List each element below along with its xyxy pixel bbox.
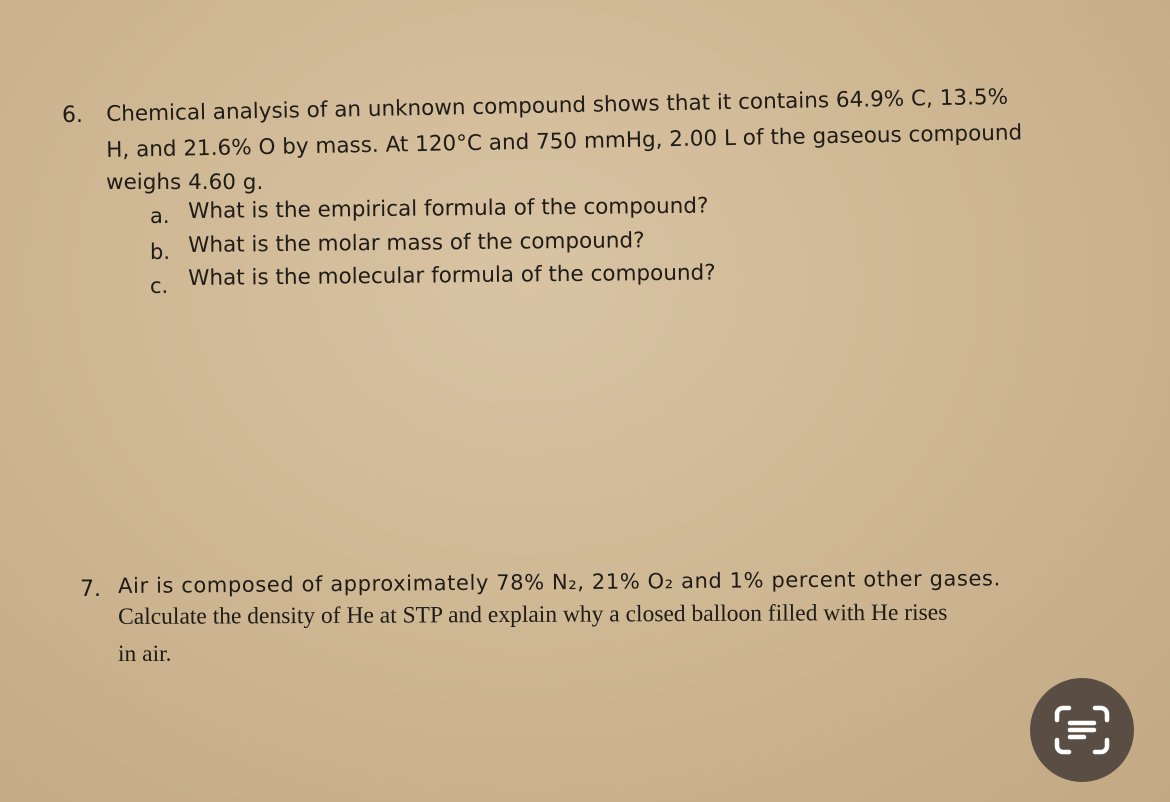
question-7-number: 7. bbox=[80, 577, 101, 602]
question-6-line-2: H, and 21.6% O by mass. At 120°C and 750 mmHg, 2.00 L of the gaseous compound bbox=[106, 120, 1023, 163]
question-6c-text: What is the molecular formula of the compound? bbox=[188, 260, 716, 291]
bleed-through-text bbox=[60, 400, 67, 425]
question-7-line-1: Air is composed of approximately 78% N₂, 21% O₂ and 1% percent other gases. bbox=[118, 566, 1001, 598]
question-6-number: 6. bbox=[62, 103, 83, 128]
question-7-line-3: in air. bbox=[118, 641, 172, 667]
question-6-line-3: weighs 4.60 g. bbox=[106, 170, 264, 195]
question-6-line-1: Chemical analysis of an unknown compound shows that it contains 64.9% C, 13.5% bbox=[106, 84, 1009, 127]
question-6a-letter: a. bbox=[150, 204, 170, 228]
question-6b-letter: b. bbox=[150, 240, 171, 264]
question-6b-text: What is the molar mass of the compound? bbox=[188, 228, 645, 258]
question-6c-letter: c. bbox=[150, 274, 169, 298]
question-6a-text: What is the empirical formula of the compound? bbox=[188, 193, 709, 224]
live-text-button[interactable] bbox=[1030, 678, 1134, 782]
text-scan-icon bbox=[1053, 704, 1111, 756]
question-7-line-2: Calculate the density of He at STP and explain why a closed balloon filled with He rises bbox=[118, 599, 948, 630]
